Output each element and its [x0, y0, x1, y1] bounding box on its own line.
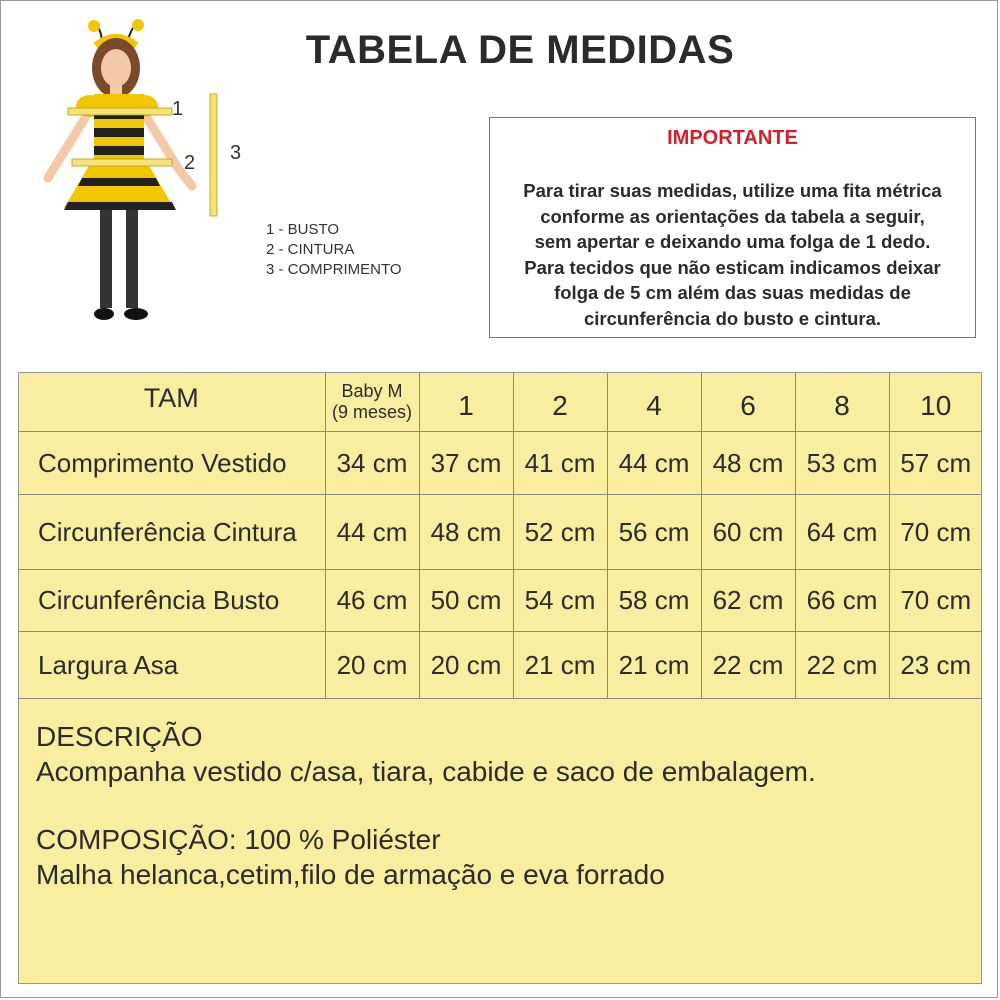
table-cell: 52 cm — [513, 495, 607, 570]
table-cell: 41 cm — [513, 432, 607, 495]
size-header: 4 — [607, 372, 701, 432]
table-cell: 20 cm — [419, 632, 513, 699]
table-cell: 58 cm — [607, 570, 701, 632]
table-cell: 60 cm — [701, 495, 795, 570]
important-notice-box — [489, 117, 976, 338]
size-baby-label: Baby M (9 meses) — [331, 380, 412, 422]
table-cell: 70 cm — [889, 495, 982, 570]
materials-text: Malha helanca,cetim,filo de armação e eva forrado — [36, 859, 665, 890]
table-header-row — [18, 372, 982, 432]
description-heading: DESCRIÇÃO — [36, 721, 203, 752]
row-label: Comprimento Vestido — [18, 432, 325, 495]
measurement-legend — [266, 220, 402, 280]
page-title: TABELA DE MEDIDAS — [305, 28, 735, 72]
table-cell: 44 cm — [325, 495, 419, 570]
table-cell: 48 cm — [419, 495, 513, 570]
table-cell: 50 cm — [419, 570, 513, 632]
important-line: Para tirar suas medidas, utilize uma fita métrica — [523, 180, 942, 201]
table-cell: 56 cm — [607, 495, 701, 570]
size-header: 1 — [419, 372, 513, 432]
table-cell: 22 cm — [701, 632, 795, 699]
table-row — [18, 432, 982, 495]
row-label: Largura Asa — [18, 632, 325, 699]
table-cell: 70 cm — [889, 570, 982, 632]
table-cell: 46 cm — [325, 570, 419, 632]
table-cell: 22 cm — [795, 632, 889, 699]
important-line: folga de 5 cm além das suas medidas de — [554, 282, 911, 303]
important-line: conforme as orientações da tabela a seguir, — [540, 205, 925, 227]
description-text: Acompanha vestido c/asa, tiara, cabide e saco de embalagem. — [36, 756, 816, 787]
table-cell: 34 cm — [325, 432, 419, 495]
row-label: Circunferência Busto — [18, 570, 325, 632]
table-cell: 37 cm — [419, 432, 513, 495]
size-header: 10 — [889, 372, 982, 432]
size-header — [325, 372, 419, 432]
table-cell: 64 cm — [795, 495, 889, 570]
table-cell: 48 cm — [701, 432, 795, 495]
important-line: circunferência do busto e cintura. — [583, 307, 882, 329]
size-table — [18, 372, 982, 699]
table-cell: 66 cm — [795, 570, 889, 632]
table-cell: 44 cm — [607, 432, 701, 495]
legend-item-bust: 1 - BUSTO — [266, 221, 340, 238]
table-row — [18, 632, 982, 699]
table-row — [18, 495, 982, 570]
table-cell: 57 cm — [889, 432, 982, 495]
marker-waist-number: 2 — [184, 152, 196, 174]
table-row — [18, 570, 982, 632]
legend-item-length: 3 - COMPRIMENTO — [266, 261, 402, 278]
marker-bust-number: 1 — [172, 98, 184, 120]
important-line: sem apertar e deixando uma folga de 1 dedo. — [534, 231, 931, 252]
legend-item-waist: 2 - CINTURA — [266, 241, 355, 258]
table-cell: 23 cm — [889, 632, 982, 699]
costume-model-figure — [24, 18, 264, 334]
important-text — [490, 178, 975, 331]
composition-text: COMPOSIÇÃO: 100 % Poliéster — [36, 824, 441, 855]
table-cell: 54 cm — [513, 570, 607, 632]
description-section — [36, 719, 816, 892]
size-header-label: TAM — [18, 372, 325, 432]
table-cell: 53 cm — [795, 432, 889, 495]
table-cell: 62 cm — [701, 570, 795, 632]
table-cell: 21 cm — [607, 632, 701, 699]
size-header: 2 — [513, 372, 607, 432]
table-cell: 21 cm — [513, 632, 607, 699]
row-label: Circunferência Cintura — [18, 495, 325, 570]
size-header: 6 — [701, 372, 795, 432]
important-heading: IMPORTANTE — [667, 127, 798, 149]
marker-length-number: 3 — [230, 142, 242, 164]
size-header: 8 — [795, 372, 889, 432]
bee-costume-illustration — [24, 18, 264, 334]
table-cell: 20 cm — [325, 632, 419, 699]
important-line: Para tecidos que não esticam indicamos deixar — [524, 256, 941, 278]
